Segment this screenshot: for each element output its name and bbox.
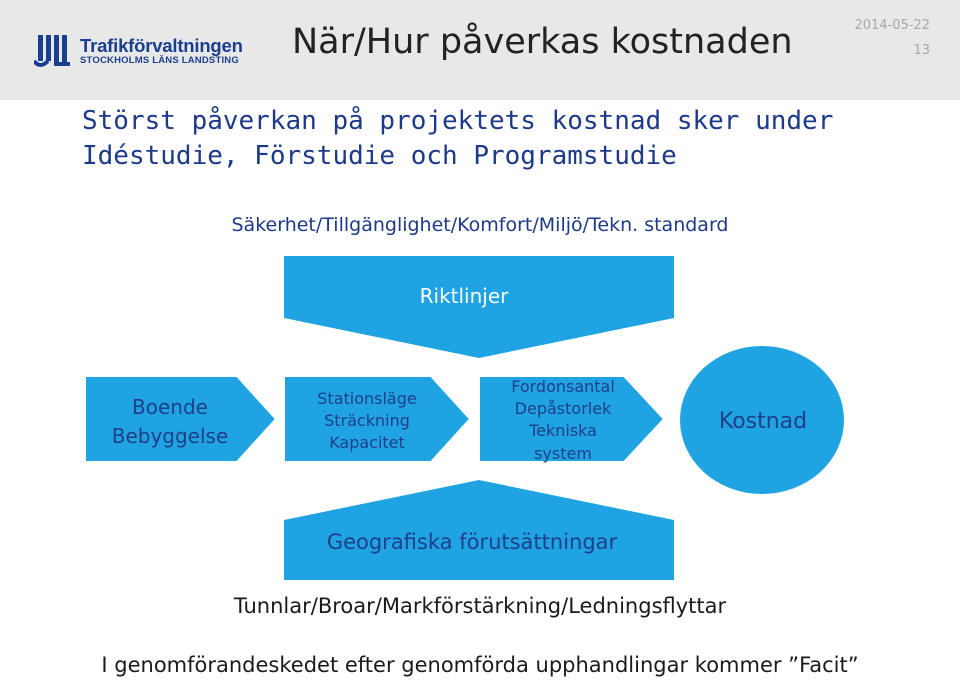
chevron-3-line-3: Tekniska [529,421,597,440]
footer-text: I genomförandeskedet efter genomförda upphandlingar kommer ”Facit” [101,653,859,677]
chevron-1-shape [85,376,276,462]
top-factors-text: Säkerhet/Tillgänglighet/Komfort/Miljö/Tekn. standard [231,214,729,236]
top-arrow-label: Riktlinjer [419,284,509,308]
logo-subtitle: STOCKHOLMS LÄNS LANDSTING [80,55,239,66]
cost-circle-label: Kostnad [718,409,808,434]
chevron-2-line-2: Sträckning [324,411,410,430]
logo-name: Trafikförvaltningen [80,35,243,56]
chevron-3-line-1: Fordonsantal [511,377,615,396]
chevron-3-line-2: Depåstorlek [514,399,612,418]
chevron-1-line-2: Bebyggelse [111,424,229,448]
slide-number: 13 [913,43,930,58]
heading-line-2: Idéstudie, Förstudie och Programstudie [82,141,677,171]
bottom-factors-text: Tunnlar/Broar/Markförstärkning/Ledningsflyttar [233,594,727,618]
slide-title: När/Hur påverkas kostnaden [292,22,793,62]
chevron-1-line-1: Boende [132,395,208,419]
chevron-3-line-4: system [534,444,592,463]
heading-line-1: Störst påverkan på projektets kostnad sker under [82,106,834,136]
bottom-arrow-label: Geografiska förutsättningar [326,530,618,554]
chevron-2-line-3: Kapacitet [329,433,405,452]
slide-date: 2014-05-22 [854,18,930,33]
chevron-2-line-1: Stationsläge [317,389,417,408]
